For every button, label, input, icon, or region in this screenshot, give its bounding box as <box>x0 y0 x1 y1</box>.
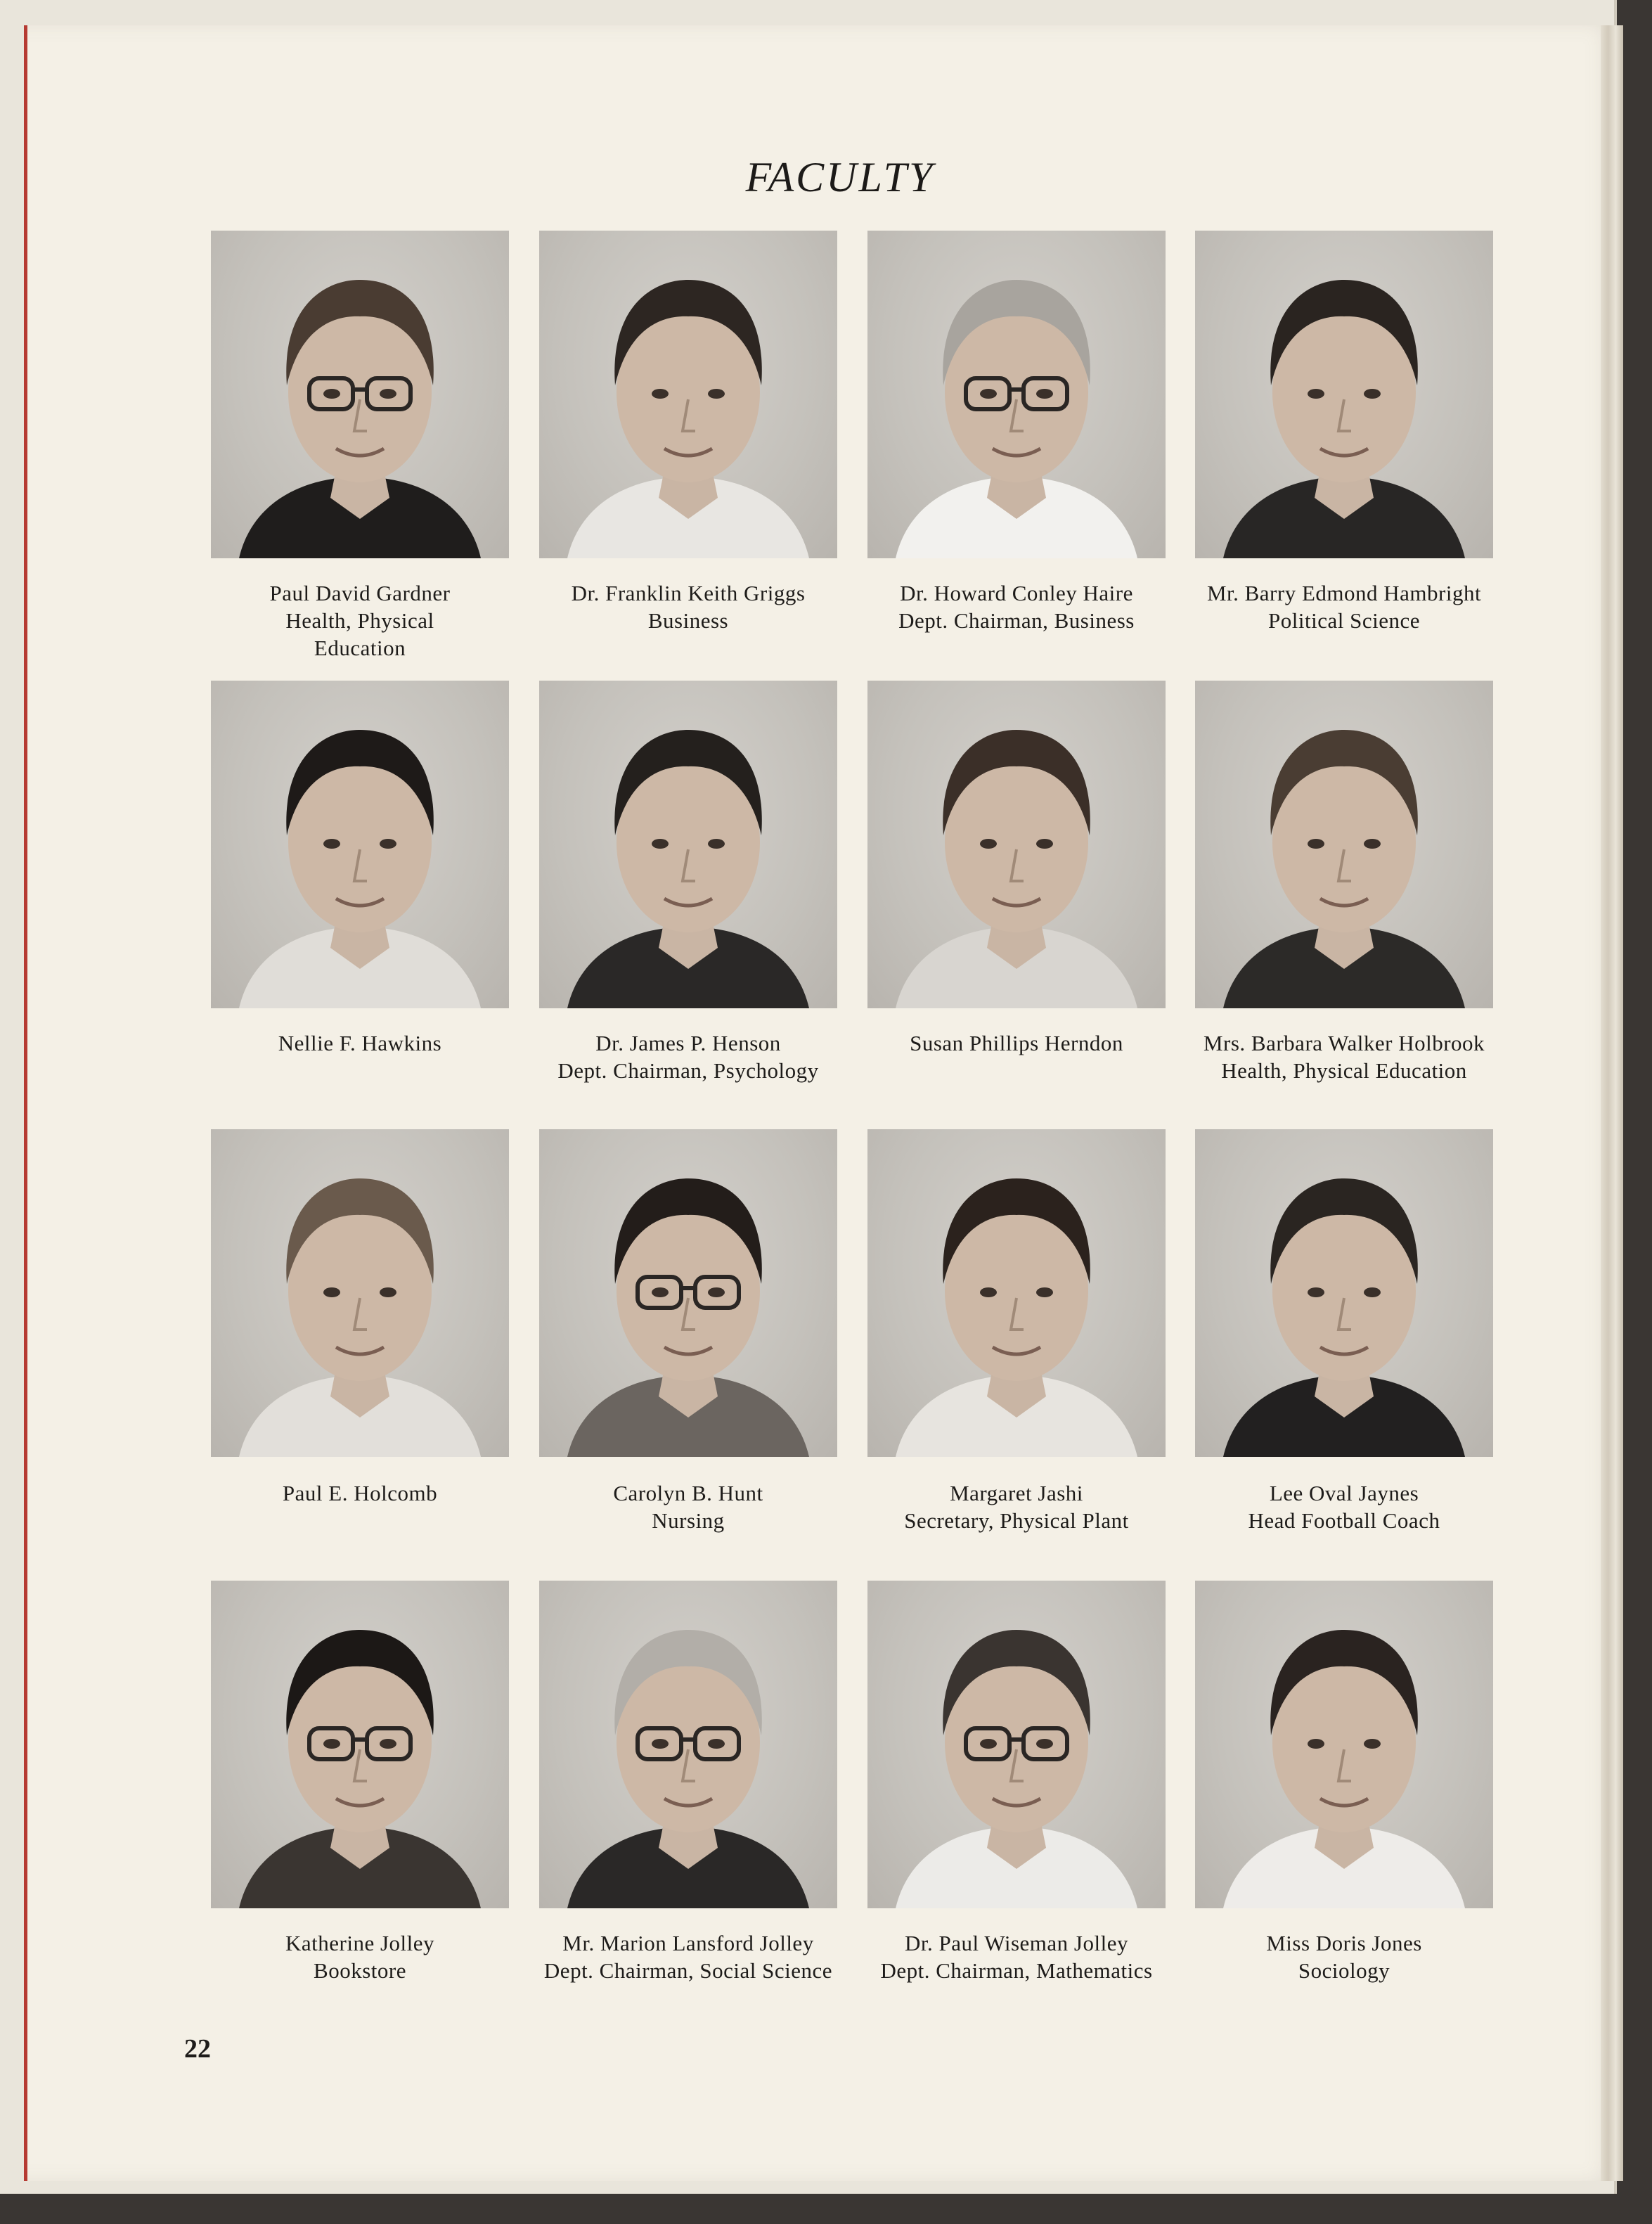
faculty-portrait <box>211 1129 509 1457</box>
portrait-photo <box>1195 681 1493 1008</box>
faculty-role: Nursing <box>652 1508 725 1533</box>
faculty-name: Katherine Jolley <box>285 1931 434 1955</box>
faculty-name: Dr. Franklin Keith Griggs <box>571 581 806 605</box>
faculty-name: Dr. James P. Henson <box>595 1031 781 1055</box>
faculty-caption <box>520 1929 857 1984</box>
faculty-portrait <box>539 1129 837 1457</box>
faculty-portrait <box>211 1581 509 1908</box>
faculty-role: Health, Physical <box>285 608 434 633</box>
portrait-photo <box>211 1581 509 1908</box>
faculty-portrait <box>867 1581 1166 1908</box>
faculty-name: Susan Phillips Herndon <box>910 1031 1123 1055</box>
faculty-role: Dept. Chairman, Business <box>898 608 1135 633</box>
faculty-caption <box>520 1029 857 1084</box>
faculty-portrait <box>539 681 837 1008</box>
faculty-name: Dr. Howard Conley Haire <box>900 581 1133 605</box>
faculty-name: Lee Oval Jaynes <box>1269 1481 1419 1505</box>
faculty-caption <box>520 579 857 634</box>
faculty-caption <box>1175 1929 1513 1984</box>
faculty-name: Paul E. Holcomb <box>282 1481 438 1505</box>
portrait-photo <box>539 1581 837 1908</box>
portrait-photo <box>211 1129 509 1457</box>
faculty-caption <box>1175 1479 1513 1534</box>
portrait-photo <box>211 231 509 558</box>
faculty-role: Dept. Chairman, Mathematics <box>880 1958 1153 1983</box>
portrait-photo <box>539 681 837 1008</box>
faculty-portrait <box>539 231 837 558</box>
faculty-name: Paul David Gardner <box>269 581 451 605</box>
portrait-photo <box>867 1129 1166 1457</box>
portrait-photo <box>539 1129 837 1457</box>
portrait-photo <box>211 681 509 1008</box>
faculty-name: Miss Doris Jones <box>1266 1931 1422 1955</box>
faculty-portrait <box>211 231 509 558</box>
faculty-caption <box>1175 579 1513 634</box>
faculty-name: Nellie F. Hawkins <box>278 1031 442 1055</box>
faculty-role: Head Football Coach <box>1248 1508 1440 1533</box>
faculty-portrait <box>211 681 509 1008</box>
faculty-caption <box>191 579 529 662</box>
faculty-name: Dr. Paul Wiseman Jolley <box>905 1931 1128 1955</box>
page-number: 22 <box>184 2034 211 2064</box>
portrait-photo <box>1195 1581 1493 1908</box>
faculty-portrait <box>867 231 1166 558</box>
page-title: FACULTY <box>745 154 935 200</box>
faculty-portrait <box>867 1129 1166 1457</box>
faculty-name: Carolyn B. Hunt <box>613 1481 763 1505</box>
faculty-name: Mrs. Barbara Walker Holbrook <box>1203 1031 1485 1055</box>
faculty-portrait <box>1195 681 1493 1008</box>
faculty-role: Bookstore <box>314 1958 406 1983</box>
page-gutter <box>1601 25 1623 2181</box>
faculty-caption <box>848 1929 1185 1984</box>
faculty-role: Sociology <box>1298 1958 1390 1983</box>
faculty-caption <box>191 1479 529 1507</box>
portrait-photo <box>1195 1129 1493 1457</box>
faculty-role: Dept. Chairman, Social Science <box>543 1958 833 1983</box>
faculty-role: Political Science <box>1268 608 1420 633</box>
portrait-photo <box>867 681 1166 1008</box>
faculty-caption <box>191 1929 529 1984</box>
faculty-role: Business <box>647 608 729 633</box>
faculty-name: Mr. Barry Edmond Hambright <box>1206 581 1482 605</box>
faculty-caption <box>520 1479 857 1534</box>
faculty-portrait <box>539 1581 837 1908</box>
faculty-role: Health, Physical Education <box>1221 1058 1467 1083</box>
portrait-photo <box>1195 231 1493 558</box>
faculty-portrait <box>1195 1581 1493 1908</box>
faculty-portrait <box>1195 231 1493 558</box>
faculty-role: Education <box>314 636 406 660</box>
faculty-portrait <box>867 681 1166 1008</box>
faculty-role: Secretary, Physical Plant <box>904 1508 1129 1533</box>
faculty-caption <box>848 1479 1185 1534</box>
portrait-photo <box>539 231 837 558</box>
faculty-name: Margaret Jashi <box>950 1481 1083 1505</box>
portrait-photo <box>867 231 1166 558</box>
faculty-caption <box>848 579 1185 634</box>
faculty-caption <box>191 1029 529 1057</box>
faculty-portrait <box>1195 1129 1493 1457</box>
faculty-name: Mr. Marion Lansford Jolley <box>562 1931 814 1955</box>
portrait-photo <box>867 1581 1166 1908</box>
faculty-caption <box>1175 1029 1513 1084</box>
faculty-role: Dept. Chairman, Psychology <box>557 1058 819 1083</box>
faculty-caption <box>848 1029 1185 1057</box>
